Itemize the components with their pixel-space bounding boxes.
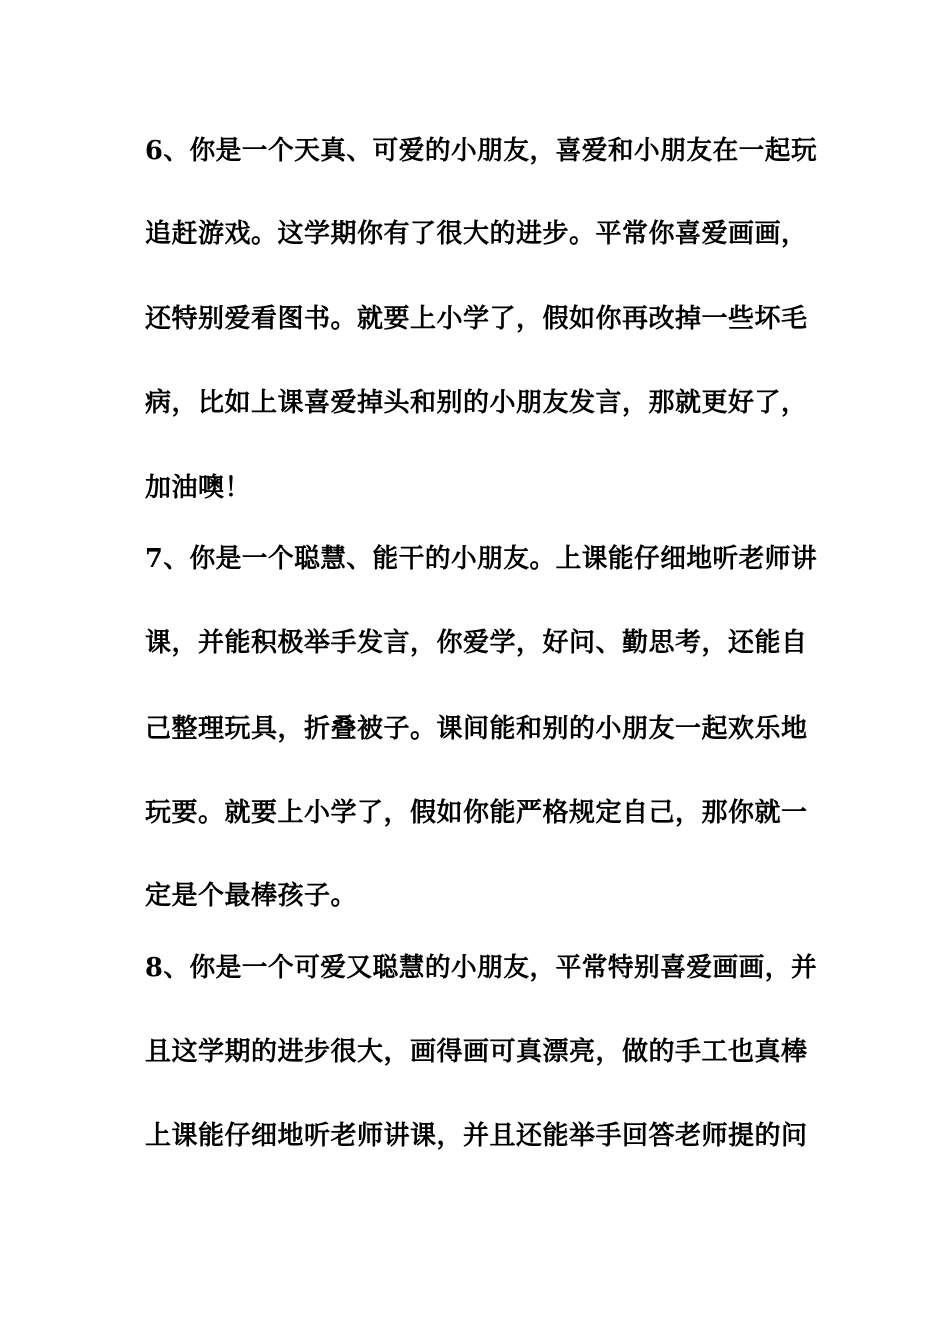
paragraph-6-line-3: 还特别爱看图书。就要上小学了，假如你再改掉一些坏毛 <box>145 304 808 334</box>
paragraph-6-line-4: 病，比如上课喜爱掉头和别的小朋友发言，那就更好了， <box>145 388 808 418</box>
paragraph-6-line-2: 追赶游戏。这学期你有了很大的进步。平常你喜爱画画， <box>145 219 808 249</box>
paragraph-6-line-5: 加油噢！ <box>145 473 252 503</box>
paragraph-8-line-3: 上课能仔细地听老师讲课，并且还能举手回答老师提的问 <box>145 1121 808 1151</box>
paragraph-8-line-2: 且这学期的进步很大，画得画可真漂亮，做的手工也真棒 <box>145 1037 808 1067</box>
paragraph-6-line-1: 6、你是一个天真、可爱的小朋友，喜爱和小朋友在一起玩 <box>145 136 818 166</box>
paragraph-7-line-2: 课，并能积极举手发言，你爱学，好问、勤思考，还能自 <box>145 628 808 658</box>
paragraph-7-line-1: 7、你是一个聪慧、能干的小朋友。上课能仔细地听老师讲 <box>145 544 818 574</box>
paragraph-8-line-1: 8、你是一个可爱又聪慧的小朋友，平常特别喜爱画画，并 <box>145 953 818 983</box>
paragraph-7-line-4: 玩要。就要上小学了，假如你能严格规定自己，那你就一 <box>145 798 808 828</box>
paragraph-7-line-3: 己整理玩具，折叠被子。课间能和别的小朋友一起欢乐地 <box>145 714 808 744</box>
paragraph-7-line-5: 定是个最棒孩子。 <box>145 881 358 911</box>
